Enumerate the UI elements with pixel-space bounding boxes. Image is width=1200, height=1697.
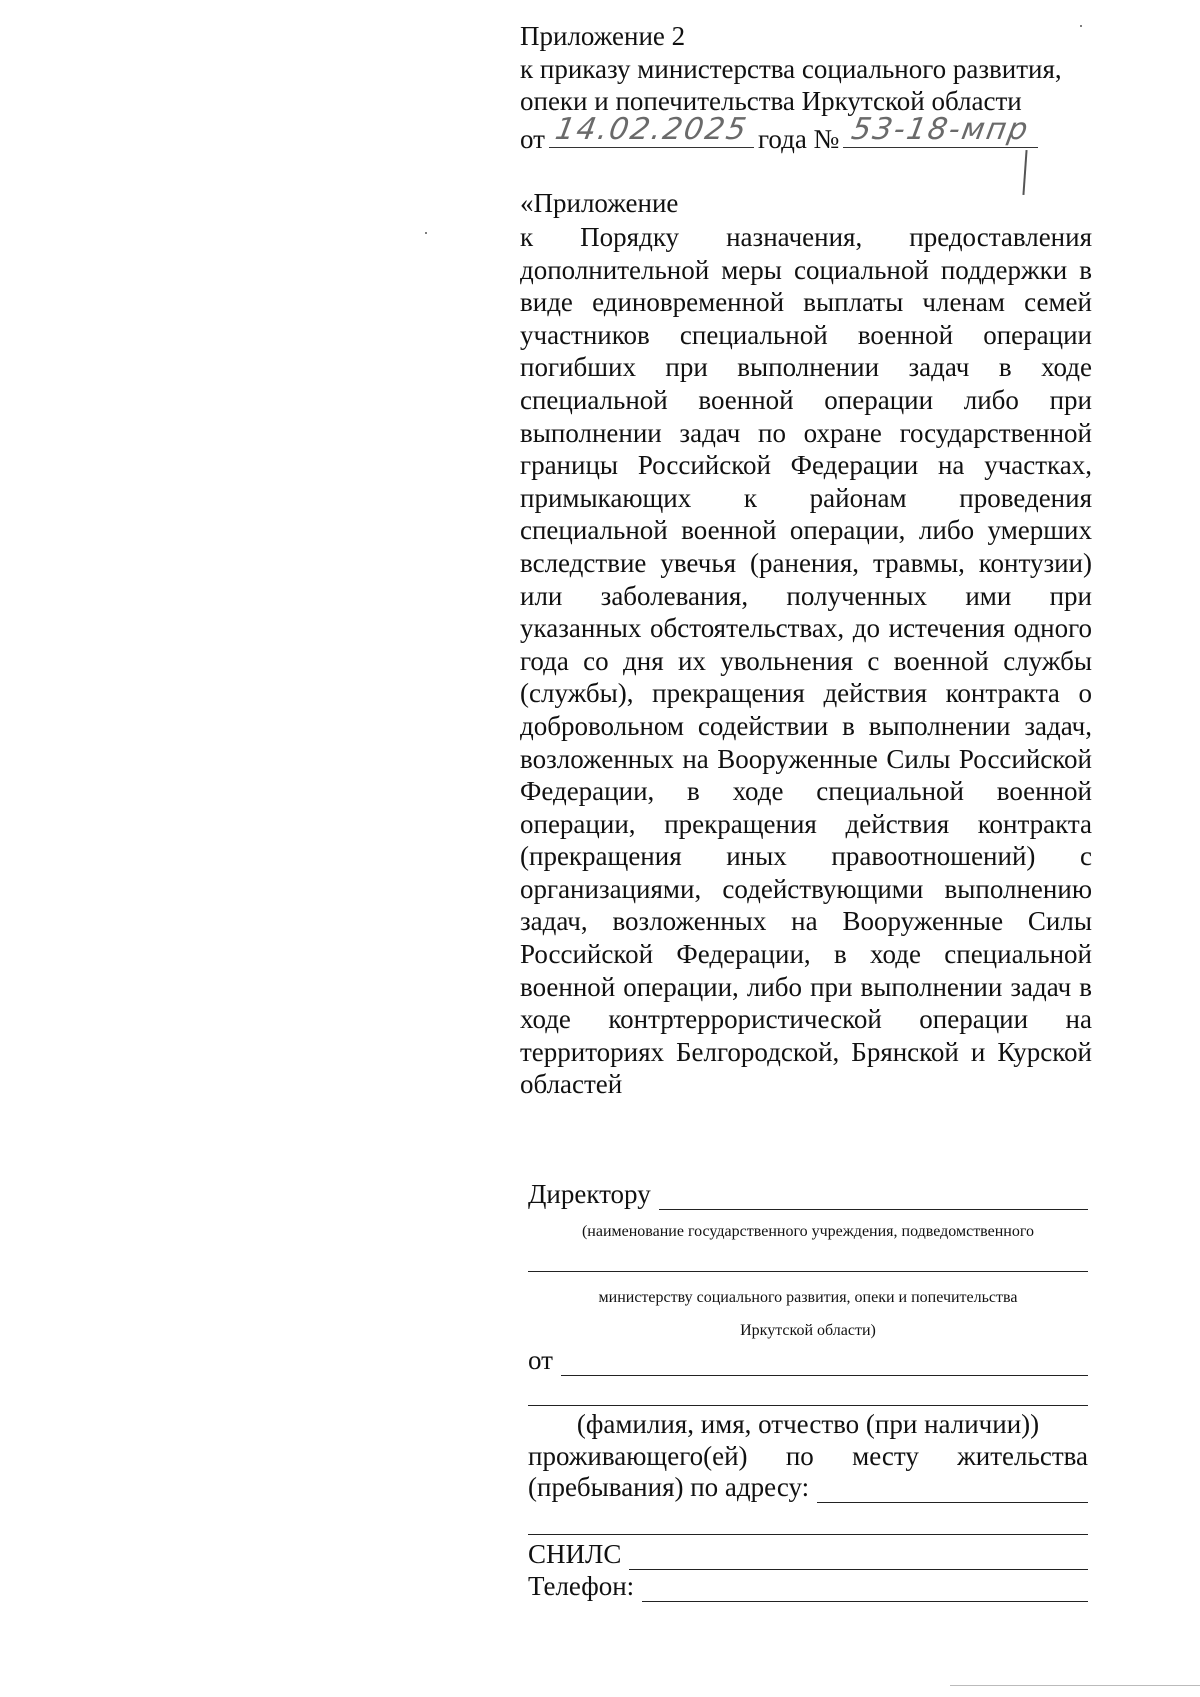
fio-caption-block (528, 1408, 1088, 1440)
director-name-field[interactable] (659, 1183, 1088, 1210)
annex-title: «Приложение (520, 188, 679, 218)
order-number-field (843, 112, 1038, 148)
address-label: (пребывания) по адресу: (528, 1472, 810, 1502)
order-from-label: от (520, 124, 545, 154)
snils-block (528, 1538, 1088, 1570)
appendix-number: Приложение 2 (520, 21, 686, 51)
institution-caption-2: министерству социального развития, опеки и попечительства (598, 1289, 1018, 1306)
address-block (528, 1471, 1088, 1503)
address-field[interactable] (817, 1476, 1088, 1503)
applicant-name-field[interactable] (561, 1349, 1088, 1376)
scan-speck (425, 232, 427, 234)
ministry-line: опеки и попечительства Иркутской области (520, 86, 1022, 116)
applicant-name-field-line2[interactable] (528, 1404, 1088, 1406)
applicant-from-label: от (528, 1345, 553, 1375)
residence-line: проживающего(ей) по месту жительства (528, 1441, 1088, 1471)
address-line (528, 1471, 1088, 1503)
snils-field[interactable] (629, 1543, 1088, 1570)
institution-caption-3: Иркутской области) (740, 1322, 876, 1339)
director-line (528, 1178, 1088, 1210)
scan-edge-line (950, 1685, 1200, 1686)
order-reference-line: к приказу министерства социального развития, (520, 54, 1062, 84)
fio-caption: (фамилия, имя, отчество (при наличии)) (576, 1409, 1040, 1439)
handwritten-number: 53-18-мпр (849, 112, 1033, 147)
director-block (528, 1178, 1088, 1210)
scan-speck (1080, 25, 1082, 27)
handwritten-date: 14.02.2025 (552, 112, 751, 147)
phone-line (528, 1570, 1088, 1602)
applicant-from-line (528, 1344, 1088, 1376)
residence-block (528, 1440, 1088, 1472)
order-date-number-line (520, 112, 1060, 155)
order-date-field (549, 112, 754, 148)
handwriting-stroke (1022, 150, 1027, 195)
address-field-2 (528, 1533, 1088, 1535)
director-label: Директору (528, 1179, 651, 1209)
snils-label: СНИЛС (528, 1539, 622, 1569)
phone-block (528, 1570, 1088, 1602)
institution-caption-1: (наименование государственного учреждения, подведомственного (581, 1223, 1035, 1240)
applicant-from-block (528, 1344, 1088, 1376)
annex-description: к Порядку назначения, предоставления дополнительной меры социальной поддержки в виде единовременной выплаты членам семей участников специальной военной операции погибших при выполнении задач в ходе специальной военной операции либо при выполнении задач по охране государственной границы Российской Федерации на участках, примыкающих к районам проведения специальной военной операции, либо умерших вследствие увечья (ранения, травмы, контузии) или заболевания, полученных ими при указанных обстоятельствах, до истечения одного года со дня их увольнения с военной службы (службы), прекращения действия контракта о добровольном содействии в выполнении задач, возложенных на Вооруженные Силы Российской Федерации, в ходе специальной военной операции, прекращения действия контракта (прекращения иных правоотношений) с организациями, содействующими выполнению задач, возложенных на Вооруженные Силы Российской Федерации, в ходе специальной военной операции, либо при выполнении задач в ходе контртеррористической операции на территориях Белгородской, Брянской и Курской областей (520, 222, 1092, 1100)
phone-label: Телефон: (528, 1571, 635, 1601)
applicant-name-field-2 (528, 1404, 1088, 1406)
snils-line (528, 1538, 1088, 1570)
order-number-label: года № (757, 124, 840, 154)
institution-name-field[interactable] (528, 1270, 1088, 1272)
phone-field[interactable] (642, 1575, 1088, 1602)
institution-field (528, 1270, 1088, 1272)
address-field-line2[interactable] (528, 1533, 1088, 1535)
